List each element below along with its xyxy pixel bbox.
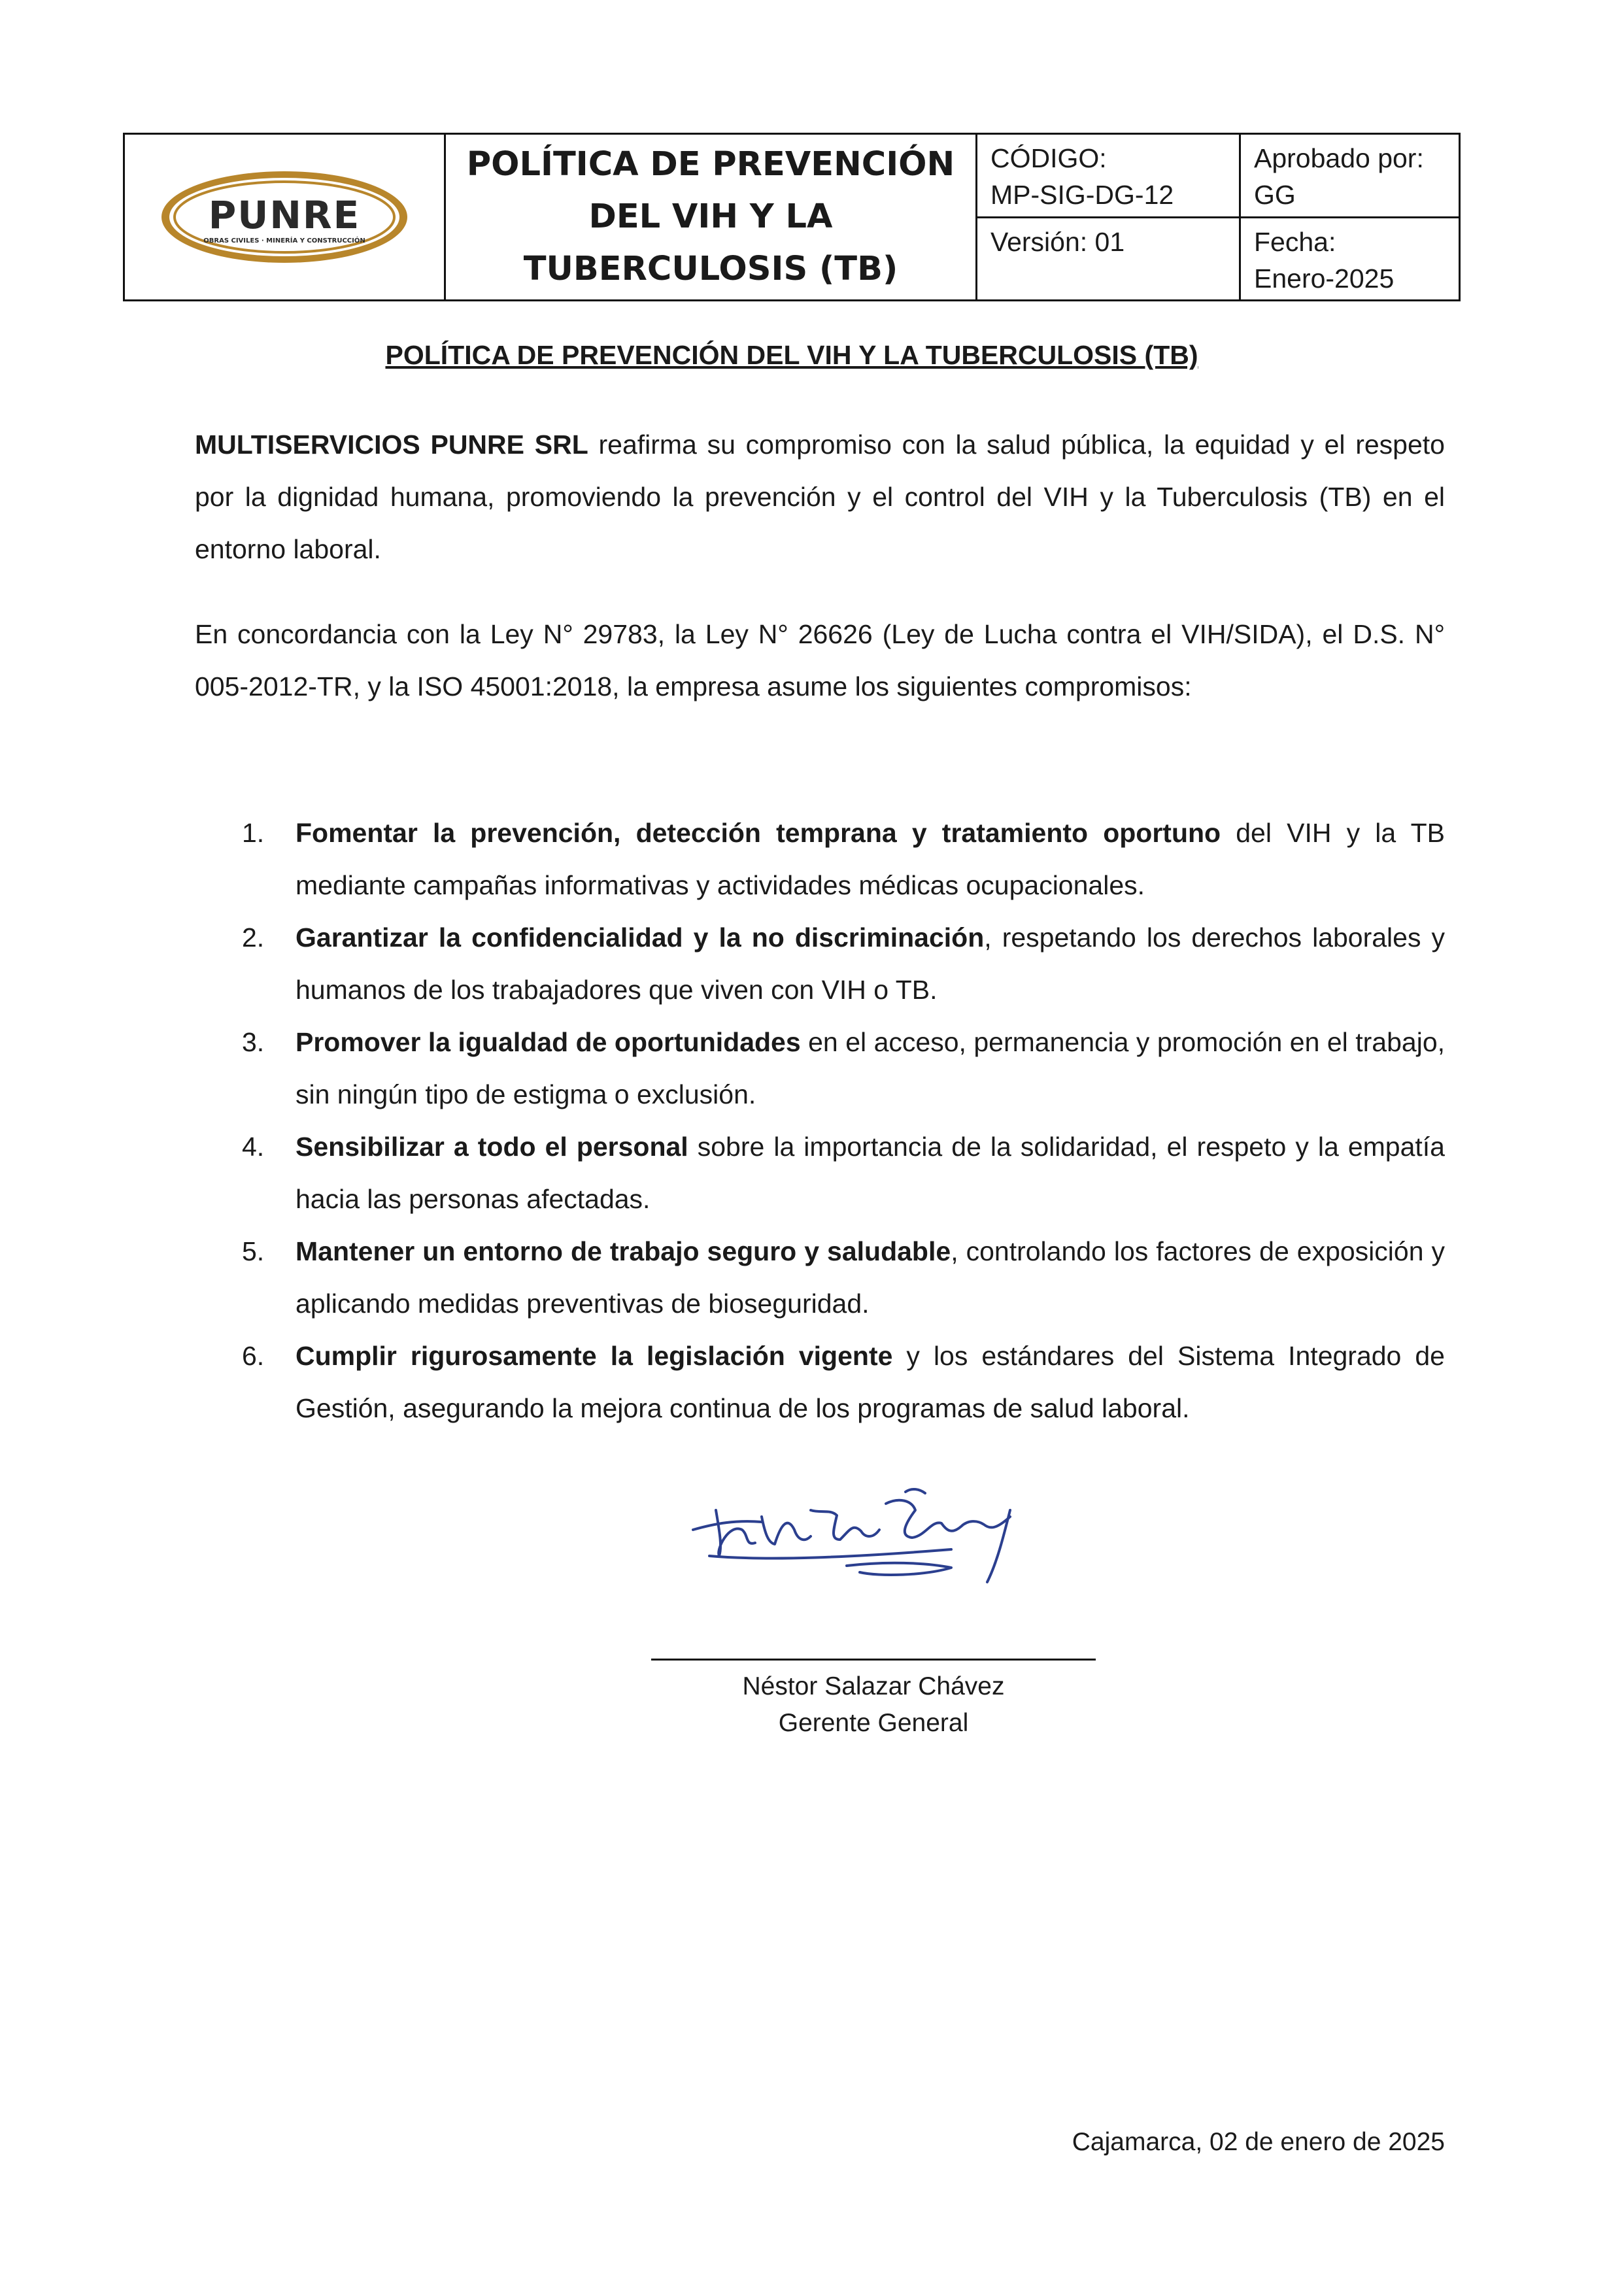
intro-paragraph	[195, 418, 1445, 575]
signer-name: Néstor Salazar Chávez	[742, 1672, 1005, 1700]
fecha-value: Enero-2025	[1254, 263, 1395, 294]
header-title-line-3: TUBERCULOSIS (TB)	[523, 250, 898, 288]
version-value: Versión: 01	[990, 226, 1125, 257]
list-bold: Fomentar la prevención, detección temprana y tratamiento oportuno	[296, 818, 1221, 848]
codigo-label: CÓDIGO:	[990, 143, 1107, 173]
fecha-cell	[1241, 218, 1459, 300]
fecha-label: Fecha:	[1254, 226, 1336, 257]
list-item	[195, 1330, 1445, 1434]
list-number: 5.	[242, 1236, 265, 1266]
list-number: 1.	[242, 818, 265, 848]
header-table	[123, 133, 1461, 301]
list-bold: Mantener un entorno de trabajo seguro y saludable	[296, 1236, 951, 1266]
handwritten-signature	[690, 1484, 1023, 1595]
company-name: MULTISERVICIOS PUNRE SRL	[195, 430, 588, 460]
list-bold: Garantizar la confidencialidad y la no discriminación	[296, 922, 985, 953]
list-text: en el acceso, permanencia y promoción en el trabajo, sin ningún tipo de estigma o exclusión.	[296, 1027, 1446, 1109]
header-title-cell	[446, 135, 977, 299]
list-item	[195, 1016, 1445, 1121]
aprobado-cell	[1241, 135, 1459, 218]
aprobado-label: Aprobado por:	[1254, 143, 1424, 173]
list-number: 2.	[242, 922, 265, 953]
version-cell	[977, 218, 1239, 300]
list-item	[195, 1225, 1445, 1330]
list-item	[195, 911, 1445, 1016]
list-text: , respetando los derechos laborales y humanos de los trabajadores que viven con VIH o TB.	[296, 922, 1446, 1005]
punre-logo	[157, 168, 412, 266]
logo-cell	[125, 135, 446, 299]
concordance-paragraph: En concordancia con la Ley N° 29783, la Ley N° 26626 (Ley de Lucha contra el VIH/SIDA), el D.S. N° 005-2012-TR, y la ISO 45001:2018, la empresa asume los siguientes compromisos:	[195, 619, 1445, 701]
signer-role: Gerente General	[778, 1709, 969, 1737]
svg-text:OBRAS CIVILES · MINERÍA Y CONS: OBRAS CIVILES · MINERÍA Y CONSTRUCCIÓN	[203, 237, 365, 245]
svg-text:PUNRE: PUNRE	[208, 193, 361, 237]
list-bold: Promover la igualdad de oportunidades	[296, 1027, 801, 1057]
place-date: Cajamarca, 02 de enero de 2025	[1072, 2128, 1445, 2156]
list-number: 4.	[242, 1132, 265, 1162]
header-title-line-2: DEL VIH Y LA	[588, 197, 833, 236]
list-text: sobre la importancia de la solidaridad, el respeto y la empatía hacia las personas afectadas.	[296, 1132, 1445, 1214]
document-title: POLÍTICA DE PREVENCIÓN DEL VIH Y LA TUBERCULOSIS (TB)	[385, 340, 1198, 370]
list-bold: Cumplir rigurosamente la legislación vigente	[296, 1341, 893, 1371]
intro-text: reafirma su compromiso con la salud pública, la equidad y el respeto por la dignidad humana, promoviendo la prevención y el control del VIH y la Tuberculosis (TB) en el entorno laboral.	[195, 430, 1445, 564]
codigo-cell	[977, 135, 1239, 218]
commitments-list	[195, 807, 1445, 1434]
list-text: y los estándares del Sistema Integrado de Gestión, asegurando la mejora continua de los programas de salud laboral.	[296, 1341, 1445, 1423]
list-text: del VIH y la TB mediante campañas informativas y actividades médicas ocupacionales.	[296, 818, 1445, 900]
aprobado-value: GG	[1254, 180, 1296, 210]
codigo-value: MP-SIG-DG-12	[990, 180, 1174, 210]
list-number: 6.	[242, 1341, 265, 1371]
signature-line	[651, 1659, 1096, 1661]
list-number: 3.	[242, 1027, 265, 1057]
list-item	[195, 807, 1445, 911]
header-title-line-1: POLÍTICA DE PREVENCIÓN	[466, 145, 955, 184]
list-bold: Sensibilizar a todo el personal	[296, 1132, 688, 1162]
list-text: , controlando los factores de exposición y aplicando medidas preventivas de bioseguridad.	[296, 1236, 1446, 1319]
list-item	[195, 1121, 1445, 1225]
